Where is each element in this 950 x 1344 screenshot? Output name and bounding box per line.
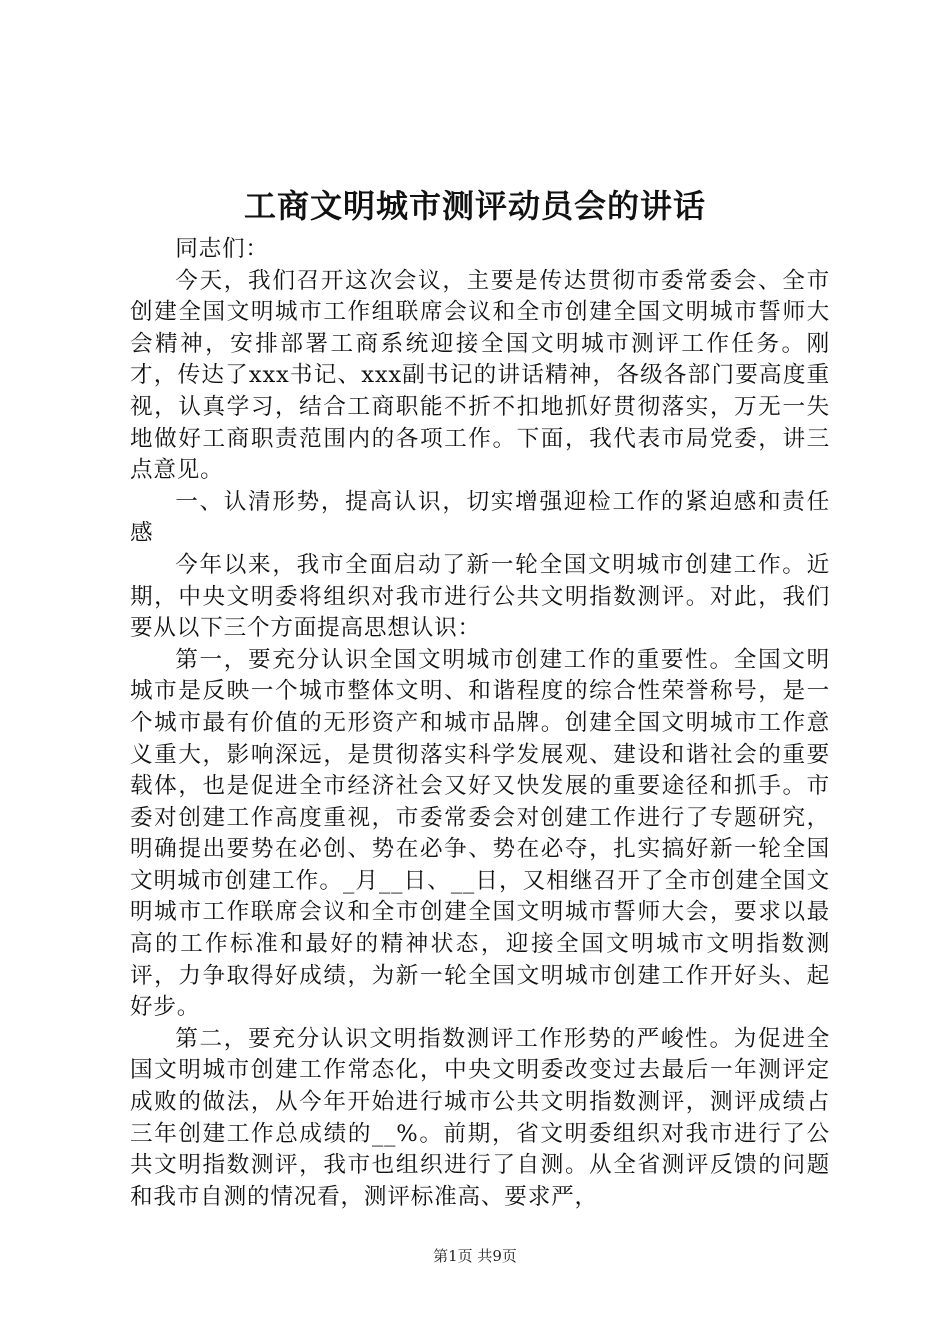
section-heading-paragraph: 一、认清形势，提高认识，切实增强迎检工作的紧迫感和责任感 <box>130 488 830 547</box>
page-number-footer: 第1页 共9页 <box>433 1247 517 1265</box>
document-title: 工商文明城市测评动员会的讲话 <box>243 187 706 225</box>
body-paragraph: 第一，要充分认识全国文明城市创建工作的重要性。全国文明城市是反映一个城市整体文明、和谐程度的综合性荣誉称号，是一个城市最有价值的无形资产和城市品牌。创建全国文明城市工作意义重大，影响深远，是贯彻落实科学发展观、建设和谐社会的重要载体，也是促进全市经济社会又好又快发展的重要途径和抓手。市委对创建工作高度重视，市委常委会对创建工作进行了专题研究，明确提出要势在必创、势在必争、势在必夺，扎实搞好新一轮全国文明城市创建工作。_月__日、__日，又相继召开了全市创建全国文明城市工作联席会议和全市创建全国文明城市誓师大会，要求以最高的工作标准和最好的精神状态，迎接全国文明城市文明指数测评，力争取得好成绩，为新一轮全国文明城市创建工作开好头、起好步。 <box>130 646 830 1021</box>
body-paragraph: 第二，要充分认识文明指数测评工作形势的严峻性。为促进全国文明城市创建工作常态化，中央文明委改变过去最后一年测评定成败的做法，从今年开始进行城市公共文明指数测评，测评成绩占三年创建工作总成绩的__%。前期，省文明委组织对我市进行了公共文明指数测评，我市也组织进行了自测。从全省测评反馈的问题和我市自测的情况看，测评标准高、要求严， <box>130 1025 830 1210</box>
salutation-paragraph: 同志们： <box>175 236 269 262</box>
body-paragraph: 今天，我们召开这次会议，主要是传达贯彻市委常委会、全市创建全国文明城市工作组联席会议和全市创建全国文明城市誓师大会精神，安排部署工商系统迎接全国文明城市测评工作任务。刚才，传达了xxx书记、xxx副书记的讲话精神，各级各部门要高度重视，认真学习，结合工商职能不折不扣地抓好贯彻落实，万无一失地做好工商职责范围内的各项工作。下面，我代表市局党委，讲三点意见。 <box>130 267 830 484</box>
document-body <box>130 234 830 1213</box>
body-paragraph: 今年以来，我市全面启动了新一轮全国文明城市创建工作。近期，中央文明委将组织对我市进行公共文明指数测评。对此，我们要从以下三个方面提高思想认识： <box>130 551 830 642</box>
